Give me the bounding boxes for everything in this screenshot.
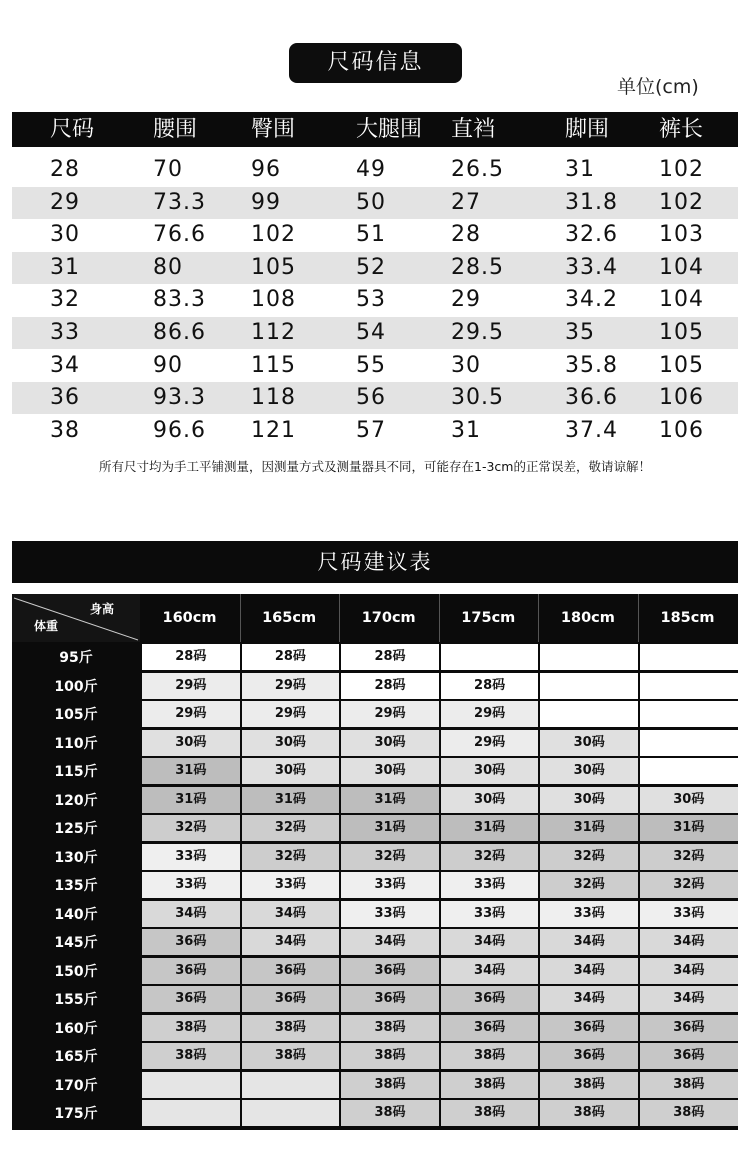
weight-label: 95斤 bbox=[59, 650, 93, 666]
height-header: 180cm bbox=[560, 610, 615, 626]
size-cell: 38码 bbox=[142, 1043, 240, 1069]
size-cell: 30码 bbox=[142, 730, 240, 756]
size-cell: 38码 bbox=[341, 1100, 439, 1126]
weight-label: 105斤 bbox=[54, 707, 98, 723]
size-cell: 29码 bbox=[142, 701, 240, 727]
unit-label: 单位(cm) bbox=[617, 76, 699, 98]
header-divider bbox=[538, 594, 539, 642]
weight-label: 145斤 bbox=[54, 935, 98, 951]
weight-label: 120斤 bbox=[54, 792, 98, 809]
table-cell: 29 bbox=[451, 287, 481, 313]
table-cell: 36 bbox=[50, 385, 80, 411]
size-cell: 36码 bbox=[640, 1043, 738, 1069]
size-cell: 30码 bbox=[242, 758, 340, 784]
size-cell bbox=[142, 1072, 240, 1098]
size-cell: 34码 bbox=[540, 929, 638, 955]
table-cell: 33 bbox=[50, 320, 80, 345]
corner-weight-label: 体重 bbox=[34, 619, 59, 633]
size-cell: 38码 bbox=[540, 1100, 638, 1126]
table-cell: 118 bbox=[251, 385, 296, 411]
table-cell: 31 bbox=[451, 417, 481, 443]
table-cell: 28 bbox=[451, 222, 481, 248]
table-cell: 104 bbox=[659, 287, 704, 313]
weight-label: 110斤 bbox=[54, 735, 98, 752]
size-cell: 32码 bbox=[242, 815, 340, 841]
table-cell: 106 bbox=[659, 385, 704, 411]
size-cell bbox=[640, 673, 738, 699]
table-cell: 36.6 bbox=[565, 385, 618, 411]
table-cell: 34.2 bbox=[565, 287, 618, 313]
weight-label: 140斤 bbox=[54, 906, 98, 923]
size-cell bbox=[441, 644, 539, 670]
table-row bbox=[12, 154, 738, 186]
grid-corner bbox=[12, 594, 140, 642]
size-cell: 32码 bbox=[540, 872, 638, 898]
size-cell bbox=[640, 701, 738, 727]
table-cell: 57 bbox=[356, 417, 386, 443]
table-cell: 121 bbox=[251, 417, 296, 443]
height-header: 175cm bbox=[461, 610, 516, 626]
header-cell: 大腿围 bbox=[356, 117, 423, 142]
size-cell bbox=[640, 644, 738, 670]
size-cell: 29码 bbox=[242, 701, 340, 727]
size-cell: 32码 bbox=[142, 815, 240, 841]
height-header: 165cm bbox=[262, 610, 317, 626]
table-cell: 35 bbox=[565, 320, 595, 345]
header-cell: 裤长 bbox=[659, 117, 704, 142]
weight-label: 115斤 bbox=[54, 764, 98, 780]
table-cell: 50 bbox=[356, 189, 386, 215]
table-row bbox=[12, 382, 738, 414]
size-cell: 38码 bbox=[441, 1043, 539, 1069]
size-cell: 38码 bbox=[142, 1015, 240, 1041]
size-cell: 34码 bbox=[640, 986, 738, 1012]
size-cell: 34码 bbox=[640, 958, 738, 984]
table-cell: 102 bbox=[659, 189, 704, 215]
size-cell: 38码 bbox=[341, 1072, 439, 1098]
size-cell: 31码 bbox=[341, 815, 439, 841]
size-cell bbox=[540, 644, 638, 670]
table-cell: 112 bbox=[251, 320, 296, 345]
size-cell: 28码 bbox=[341, 644, 439, 670]
size-cell: 34码 bbox=[242, 929, 340, 955]
table-row bbox=[12, 317, 738, 349]
size-cell: 38码 bbox=[341, 1043, 439, 1069]
size-cell: 34码 bbox=[142, 901, 240, 927]
size-cell: 31码 bbox=[242, 787, 340, 813]
table-cell: 52 bbox=[356, 254, 386, 280]
table-cell: 105 bbox=[251, 254, 296, 280]
table-cell: 55 bbox=[356, 352, 386, 378]
header-cell: 脚围 bbox=[565, 117, 610, 142]
weight-label: 165斤 bbox=[54, 1049, 98, 1065]
size-cell: 29码 bbox=[441, 701, 539, 727]
weight-label: 155斤 bbox=[54, 992, 98, 1008]
table-cell: 32 bbox=[50, 287, 80, 313]
table-cell: 35.8 bbox=[565, 352, 618, 378]
table-row bbox=[12, 350, 738, 382]
size-cell: 33码 bbox=[341, 872, 439, 898]
table-cell: 32.6 bbox=[565, 222, 618, 248]
size-cell: 38码 bbox=[242, 1043, 340, 1069]
size-cell: 33码 bbox=[441, 901, 539, 927]
size-cell: 31码 bbox=[142, 787, 240, 813]
table-row bbox=[12, 252, 738, 284]
size-cell: 30码 bbox=[242, 730, 340, 756]
header-cell: 腰围 bbox=[153, 117, 198, 142]
table-cell: 73.3 bbox=[153, 189, 206, 215]
table-cell: 30 bbox=[50, 222, 80, 248]
table-cell: 38 bbox=[50, 417, 80, 443]
weight-label: 125斤 bbox=[54, 821, 98, 837]
table-cell: 51 bbox=[356, 222, 386, 248]
size-cell: 34码 bbox=[441, 929, 539, 955]
size-cell: 30码 bbox=[441, 758, 539, 784]
size-cell bbox=[242, 1100, 340, 1126]
table-cell: 102 bbox=[251, 222, 296, 248]
size-info-title: 尺码信息 bbox=[289, 43, 462, 83]
size-cell bbox=[540, 701, 638, 727]
table-cell: 37.4 bbox=[565, 417, 618, 443]
measurement-note: 所有尺寸均为手工平铺测量，因测量方式及测量器具不同，可能存在1-3cm的正常误差，敬请谅解！ bbox=[99, 459, 651, 474]
table-row bbox=[12, 415, 738, 447]
table-cell: 86.6 bbox=[153, 320, 206, 345]
table-cell: 106 bbox=[659, 417, 704, 443]
size-cell: 36码 bbox=[142, 986, 240, 1012]
size-cell: 33码 bbox=[142, 844, 240, 870]
table-cell: 108 bbox=[251, 287, 296, 313]
size-cell: 38码 bbox=[341, 1015, 439, 1041]
size-cell: 34码 bbox=[441, 958, 539, 984]
header-cell: 臀围 bbox=[251, 117, 296, 142]
header-cell: 尺码 bbox=[50, 117, 95, 142]
size-cell bbox=[640, 730, 738, 756]
size-cell: 34码 bbox=[540, 986, 638, 1012]
size-cell: 32码 bbox=[341, 844, 439, 870]
header-divider bbox=[638, 594, 639, 642]
size-table-header bbox=[12, 112, 738, 147]
size-cell: 28码 bbox=[242, 644, 340, 670]
weight-label: 100斤 bbox=[54, 678, 98, 695]
size-cell bbox=[242, 1072, 340, 1098]
size-cell: 36码 bbox=[142, 958, 240, 984]
size-cell: 36码 bbox=[242, 986, 340, 1012]
table-cell: 102 bbox=[659, 157, 704, 182]
table-cell: 30 bbox=[451, 352, 481, 378]
table-cell: 99 bbox=[251, 189, 281, 215]
header-divider bbox=[240, 594, 241, 642]
weight-label: 170斤 bbox=[54, 1077, 98, 1094]
size-cell: 30码 bbox=[540, 758, 638, 784]
table-cell: 96 bbox=[251, 157, 281, 182]
size-cell: 30码 bbox=[640, 787, 738, 813]
size-cell: 33码 bbox=[142, 872, 240, 898]
size-cell: 31码 bbox=[540, 815, 638, 841]
size-cell: 28码 bbox=[142, 644, 240, 670]
table-cell: 33.4 bbox=[565, 254, 618, 280]
size-cell bbox=[640, 758, 738, 784]
size-cell: 28码 bbox=[341, 673, 439, 699]
size-cell: 33码 bbox=[242, 872, 340, 898]
size-cell: 38码 bbox=[640, 1072, 738, 1098]
size-cell: 33码 bbox=[540, 901, 638, 927]
size-cell: 33码 bbox=[341, 901, 439, 927]
weight-label: 135斤 bbox=[54, 878, 98, 894]
height-header: 160cm bbox=[162, 610, 217, 626]
header-divider bbox=[439, 594, 440, 642]
size-cell: 32码 bbox=[540, 844, 638, 870]
table-cell: 30.5 bbox=[451, 385, 504, 411]
table-row bbox=[12, 219, 738, 251]
size-cell bbox=[142, 1100, 240, 1126]
table-cell: 70 bbox=[153, 157, 183, 182]
table-cell: 83.3 bbox=[153, 287, 206, 313]
size-cell: 38码 bbox=[640, 1100, 738, 1126]
size-cell: 30码 bbox=[441, 787, 539, 813]
table-cell: 31 bbox=[565, 157, 595, 182]
size-cell: 29码 bbox=[441, 730, 539, 756]
size-cell: 32码 bbox=[441, 844, 539, 870]
table-cell: 49 bbox=[356, 157, 386, 182]
table-cell: 31.8 bbox=[565, 189, 618, 215]
corner-height-label: 身高 bbox=[89, 602, 114, 616]
size-cell: 38码 bbox=[441, 1100, 539, 1126]
size-cell: 32码 bbox=[640, 872, 738, 898]
table-cell: 90 bbox=[153, 352, 183, 378]
size-cell: 29码 bbox=[142, 673, 240, 699]
table-row bbox=[12, 187, 738, 219]
table-cell: 28.5 bbox=[451, 254, 504, 280]
table-cell: 31 bbox=[50, 254, 80, 280]
size-cell bbox=[540, 673, 638, 699]
size-cell: 34码 bbox=[540, 958, 638, 984]
table-cell: 56 bbox=[356, 385, 386, 411]
table-cell: 28 bbox=[50, 157, 80, 182]
size-cell: 34码 bbox=[341, 929, 439, 955]
table-cell: 54 bbox=[356, 320, 386, 345]
size-cell: 36码 bbox=[540, 1043, 638, 1069]
table-cell: 34 bbox=[50, 352, 80, 378]
size-cell: 30码 bbox=[341, 730, 439, 756]
size-cell: 31码 bbox=[640, 815, 738, 841]
size-cell: 38码 bbox=[441, 1072, 539, 1098]
size-cell: 36码 bbox=[242, 958, 340, 984]
size-cell: 36码 bbox=[640, 1015, 738, 1041]
header-divider bbox=[339, 594, 340, 642]
table-cell: 26.5 bbox=[451, 157, 504, 182]
size-cell: 30码 bbox=[540, 787, 638, 813]
size-cell: 33码 bbox=[640, 901, 738, 927]
size-cell: 33码 bbox=[441, 872, 539, 898]
size-cell: 31码 bbox=[341, 787, 439, 813]
table-cell: 115 bbox=[251, 352, 296, 378]
size-cell: 29码 bbox=[341, 701, 439, 727]
size-cell: 31码 bbox=[441, 815, 539, 841]
size-cell: 36码 bbox=[540, 1015, 638, 1041]
size-cell: 38码 bbox=[540, 1072, 638, 1098]
table-cell: 93.3 bbox=[153, 385, 206, 411]
height-header: 185cm bbox=[660, 610, 715, 626]
table-cell: 53 bbox=[356, 287, 386, 313]
size-recommend-grid bbox=[12, 594, 738, 1130]
size-cell: 36码 bbox=[441, 1015, 539, 1041]
size-cell: 29码 bbox=[242, 673, 340, 699]
size-cell: 32码 bbox=[242, 844, 340, 870]
height-header: 170cm bbox=[361, 610, 416, 626]
size-cell: 36码 bbox=[341, 958, 439, 984]
size-cell: 30码 bbox=[540, 730, 638, 756]
table-cell: 105 bbox=[659, 352, 704, 378]
size-cell: 36码 bbox=[441, 986, 539, 1012]
recommend-title: 尺码建议表 bbox=[12, 541, 738, 583]
header-cell: 直裆 bbox=[451, 117, 496, 142]
table-cell: 105 bbox=[659, 320, 704, 345]
table-cell: 103 bbox=[659, 222, 704, 248]
size-cell: 32码 bbox=[640, 844, 738, 870]
table-cell: 29 bbox=[50, 189, 80, 215]
table-cell: 104 bbox=[659, 254, 704, 280]
size-cell: 38码 bbox=[242, 1015, 340, 1041]
size-cell: 34码 bbox=[640, 929, 738, 955]
table-cell: 80 bbox=[153, 254, 183, 280]
table-cell: 29.5 bbox=[451, 320, 504, 345]
table-row bbox=[12, 284, 738, 316]
size-cell: 30码 bbox=[341, 758, 439, 784]
size-cell: 34码 bbox=[242, 901, 340, 927]
size-cell: 36码 bbox=[142, 929, 240, 955]
weight-label: 175斤 bbox=[54, 1106, 98, 1122]
size-cell: 36码 bbox=[341, 986, 439, 1012]
weight-label: 160斤 bbox=[54, 1020, 98, 1037]
size-cell: 31码 bbox=[142, 758, 240, 784]
table-cell: 76.6 bbox=[153, 222, 206, 248]
table-cell: 96.6 bbox=[153, 417, 206, 443]
corner-diagonal bbox=[12, 594, 140, 642]
size-cell: 28码 bbox=[441, 673, 539, 699]
weight-label: 150斤 bbox=[54, 963, 98, 980]
table-cell: 27 bbox=[451, 189, 481, 215]
weight-label: 130斤 bbox=[54, 849, 98, 866]
